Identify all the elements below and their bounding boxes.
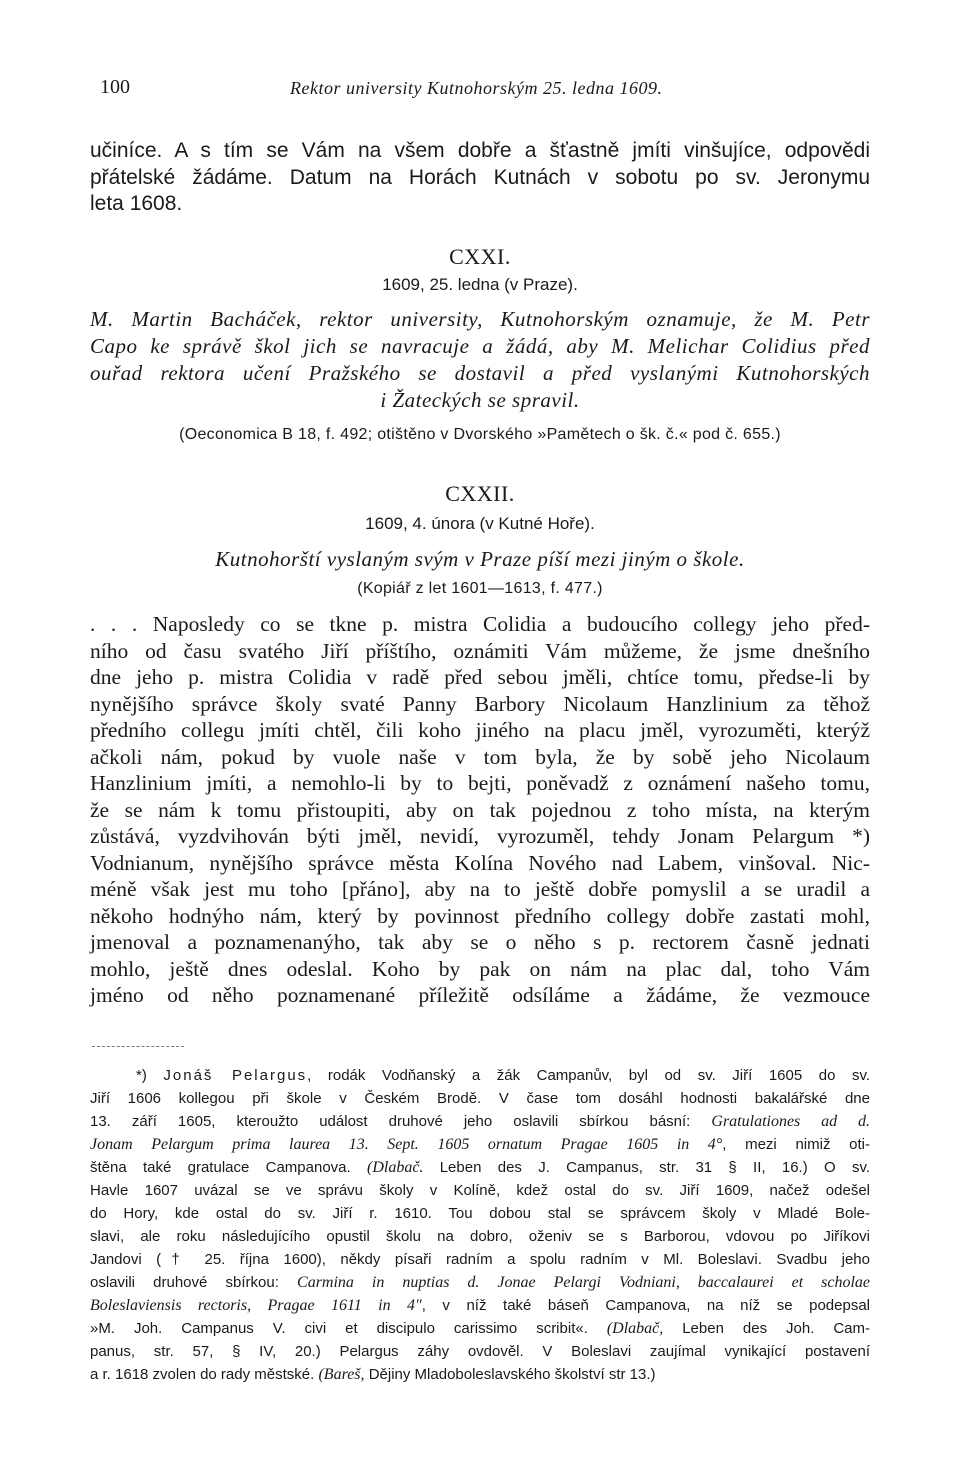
page-number: 100 (100, 76, 130, 98)
footnote-title-italic: Jonam Pelargum prima laurea 13. Sept. 1605 ornatum Pragae 1605 in 4° (90, 1136, 723, 1153)
document-date-122: 1609, 4. února (v Kutné Hoře). (365, 514, 595, 533)
footnote (90, 1064, 870, 1386)
document-source-121: (Oeconomica B 18, f. 492; otištěno v Dvorského »Pamětech o šk. č.« pod č. 655.) (179, 426, 781, 443)
text-line: . . . Naposledy co se tkne p. mistra Colidia a budoucího collegy jeho před- (90, 612, 870, 636)
text-line: učiníce. A s tím se Vám na všem dobře a šťastně jmíti vinšujíce, odpovědi (90, 139, 870, 162)
document-number-121: CXXI. (449, 244, 511, 269)
footnote-author-italic: (Dlabač, (606, 1320, 664, 1337)
footnote-title-italic: Gratulationes ad d. (711, 1113, 871, 1130)
footnote-text: 13. září 1605, kteroužto událost druhové jeho oslavili sbírkou básní: (90, 1113, 691, 1130)
footnote-text: štěna také gratulace Campanova. (90, 1159, 351, 1176)
footnote-line (90, 1271, 870, 1294)
footnote-text: , rodák Vodňanský a žák Campanův, byl od sv. Jiří 1605 do sv. (307, 1067, 871, 1084)
footnote-person-name: Jonáš Pelargus (163, 1067, 308, 1084)
intro-paragraph (90, 138, 870, 218)
text-line: mohlo, ještě dnes odeslal. Koho by pak on nám na plac dal, toho Vám (90, 956, 870, 981)
footnote-line: Jiří 1606 kollegou při škole v Českém Brodě. V čase tom dosáhl hodnosti bakalářské dne (90, 1090, 870, 1107)
footnote-text: , mezi nimiž oti- (722, 1136, 870, 1153)
text-line: že se nám k tomu přistoupiti, aby on tak pojednou z toho místa, na kterým (90, 797, 870, 822)
text-line: nynějšího správce školy svaté Panny Barbory Nicolaum Hanzlinium za těhož (90, 691, 870, 716)
footnote-line (90, 1317, 870, 1340)
footnote-line: Jandovi († 25. října 1600), někdy písaři radním a spolu radním v Ml. Boleslavi. Svadbu jeho (90, 1251, 870, 1268)
summary-line: M. Martin Bacháček, rektor university, Kutnohorským oznamuje, že M. Petr (90, 307, 870, 331)
text-line: přátelské žádáme. Datum na Horách Kutnách v sobotu po sv. Jeronymu (90, 165, 870, 189)
footnote-line: do Hory, kde ostal do sv. Jiří r. 1610. Tou dobou stal se správcem školy v Mladé Bole- (90, 1205, 870, 1222)
footnote-text: Leben des J. Campanus, str. 31 § II, 16.) O sv. (439, 1159, 871, 1176)
footnote-separator (92, 1046, 184, 1047)
footnote-line (90, 1294, 870, 1317)
text-line: jmenoval a poznamenanýho, tak aby se o něho s p. rectorem časně jednati (90, 930, 870, 954)
text-line: leta 1608. (90, 192, 183, 215)
footnote-text: Dějiny Mladoboleslavského školství str 13.) (368, 1366, 656, 1383)
footnote-line (90, 1133, 870, 1156)
footnote-title-italic: Boleslaviensis rectoris, Pragae 1611 in 4" (90, 1297, 422, 1314)
text-line: Vodnianum, nynějšího správce města Kolína Nového nad Labem, vinšoval. Nic- (90, 850, 870, 875)
footnote-line (90, 1110, 870, 1133)
document-source-122: (Kopiář z let 1601—1613, f. 477.) (357, 580, 603, 597)
footnote-line (90, 1156, 870, 1179)
footnote-text: , v níž také báseň Campanova, na níž se podepsal (421, 1297, 870, 1314)
summary-line: Capo ke správě škol jich se navracuje a žádá, aby M. Melichar Colidius před (90, 334, 870, 358)
footnote-line: slavi, ale roku následujícího opustil školu na dobro, oženiv se s Barborou, vdovou po Jiříkovi (90, 1228, 870, 1245)
text-line: ního od času svatého Jiří příštího, oznámiti Vám můžeme, že jsme dnešního (90, 638, 870, 663)
text-line: Hanzlinium jmíti, a nemohlo-li by to bejti, poněvadž z oznámení našeho tomu, (90, 771, 870, 795)
page-header (100, 76, 870, 102)
footnote-text: »M. Joh. Campanus V. civi et discipulo carissimo scribit«. (90, 1320, 588, 1337)
text-line: ačkoli nám, pokud by vuole naše v tom byla, že by sobě jeho Nicolaum (90, 744, 870, 769)
footnote-text: Leben des Joh. Cam- (682, 1320, 870, 1337)
running-head: Rektor university Kutnohorským 25. ledna 1609. (290, 78, 663, 98)
footnote-author-italic: (Bareš, (318, 1366, 365, 1383)
text-line: zůstává, vyzdvihován býti jměl, nevidí, vyrozuměl, tehdy Jonam Pelargum *) (90, 824, 870, 848)
summary-line: i Žateckých se spravil. (380, 388, 580, 412)
document-number-122: CXXII. (445, 481, 515, 506)
document-summary-121 (90, 306, 870, 414)
footnote-line (90, 1064, 870, 1087)
footnote-marker: *) (136, 1067, 147, 1084)
footnote-author-italic: (Dlabač. (366, 1159, 424, 1176)
text-line: předního collegu jmíti chtěl, čili koho jiného na placu jměl, vyrozuměti, kterýž (90, 718, 870, 742)
footnote-text: a r. 1618 zvolen do rady městské. (90, 1366, 315, 1383)
footnote-line: Havle 1607 uvázal se ve správu školy v Kolíně, kdež ostal do sv. Jiří 1609, načež odešel (90, 1182, 870, 1199)
footnote-line: panus, str. 57, § IV, 20.) Pelargus záhy ovdověl. V Boleslavi zaujímal vynikající postavení (90, 1343, 870, 1360)
footnote-title-italic: Carmina in nuptias d. Jonae Pelargi Vodniani, baccalaurei et scholae (297, 1274, 871, 1291)
document-date-121: 1609, 25. ledna (v Praze). (382, 275, 578, 294)
text-line: jméno od něho poznamenané příležitě odsíláme a žádáme, že vezmouce (90, 983, 870, 1007)
summary-line: ouřad rektora učení Pražského se dostavil a před vyslanými Kutnohorských (90, 361, 870, 385)
text-line: méně však jest mu toho [přáno], aby na to ještě dobře pomyslil a se uradil a (90, 877, 870, 901)
document-summary-122: Kutnohorští vyslaným svým v Praze píší mezi jiným o škole. (215, 547, 745, 571)
footnote-line (90, 1363, 870, 1386)
text-line: někoho hodnýho nám, který by povinnost předního collegy dobře zastati mohl, (90, 903, 870, 928)
text-line: dne jeho p. mistra Colidia v radě před sebou jměli, chtíce tomu, předse-li by (90, 665, 870, 689)
letter-body-122 (90, 611, 870, 1009)
footnote-text: oslavili druhové sbírkou: (90, 1274, 279, 1291)
